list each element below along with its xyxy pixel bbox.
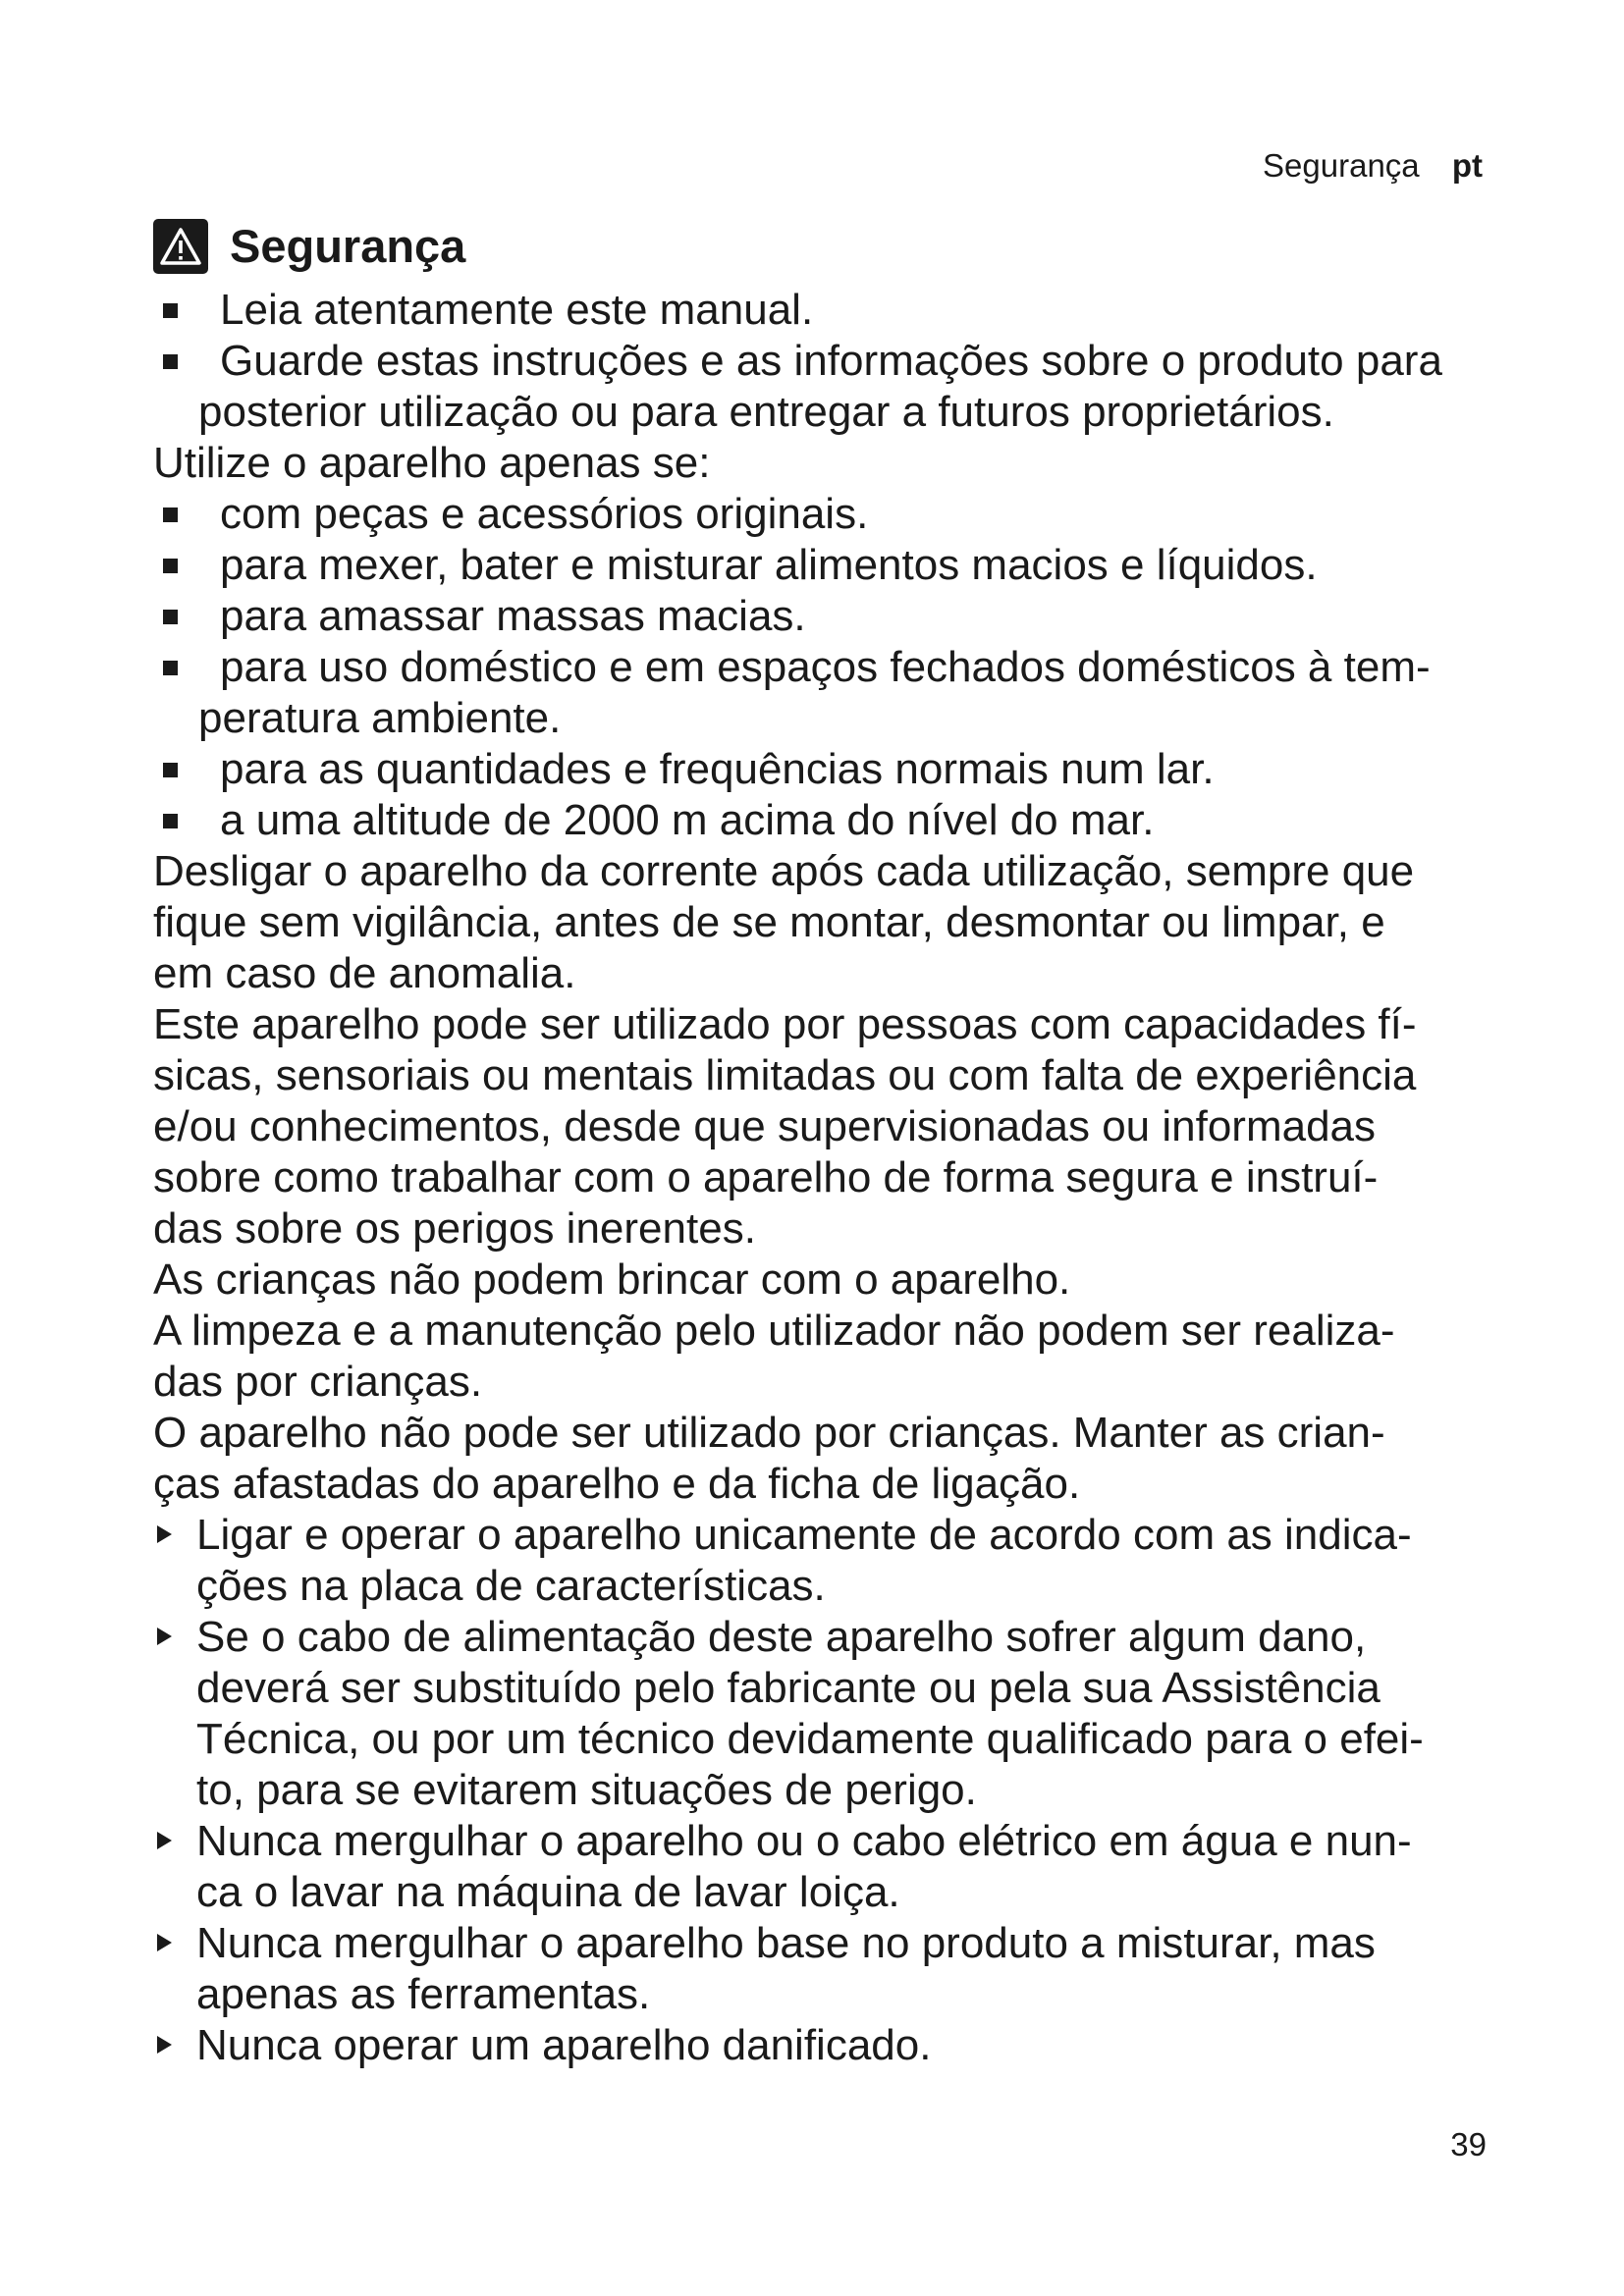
instruction-list: [153, 1510, 1528, 2071]
page-number: 39: [1450, 2126, 1487, 2163]
paragraph-cleaning: [153, 1306, 1528, 1408]
list-item-text-continued: posterior utilização ou para entregar a futuros proprietários.: [198, 388, 1334, 436]
list-item-text: para amassar massas macias.: [220, 592, 806, 640]
page-content: [153, 214, 1528, 2071]
header-language-code: pt: [1451, 147, 1483, 184]
list-item-text: para mexer, bater e misturar alimentos macios e líquidos.: [220, 541, 1318, 589]
instruction-text: deverá ser substituído pelo fabricante ou pela sua Assistência: [196, 1664, 1380, 1712]
paragraph-line: e/ou conhecimentos, desde que supervisionadas ou informadas: [153, 1102, 1377, 1150]
instruction-text: Se o cabo de alimentação deste aparelho sofrer algum dano,: [196, 1613, 1367, 1661]
paragraph-line: Desligar o aparelho da corrente após cada utilização, sempre que: [153, 847, 1415, 895]
paragraph-line: sicas, sensoriais ou mentais limitadas ou com falta de experiência: [153, 1051, 1417, 1099]
list-item-text-continued: peratura ambiente.: [198, 694, 562, 742]
instruction-item: [153, 1612, 1528, 1816]
list-item-text: Guarde estas instruções e as informações sobre o produto para: [220, 337, 1442, 385]
paragraph-children-use: [153, 1408, 1528, 1510]
instruction-text: apenas as ferramentas.: [196, 1970, 651, 2018]
instruction-item: [153, 1510, 1528, 1612]
instruction-text: ções na placa de características.: [196, 1562, 826, 1610]
list-item: [153, 591, 1528, 642]
section-title: Segurança: [230, 220, 466, 272]
paragraph-line: A limpeza e a manutenção pelo utilizador não podem ser realiza-: [153, 1307, 1395, 1355]
list-item: [153, 336, 1528, 438]
list-item: [153, 642, 1528, 744]
list-item-text: para as quantidades e frequências normais num lar.: [220, 745, 1215, 793]
list-item: [153, 795, 1528, 846]
instruction-item: [153, 1918, 1528, 2020]
section-heading: [153, 214, 1528, 279]
list-item: [153, 540, 1528, 591]
paragraph-line: das por crianças.: [153, 1358, 483, 1406]
paragraph-disconnect: [153, 846, 1528, 999]
use-intro: Utilize o aparelho apenas se:: [153, 439, 711, 487]
list-item-text: a uma altitude de 2000 m acima do nível do mar.: [220, 796, 1155, 844]
intro-bullet-list: [153, 285, 1528, 438]
paragraph-line: Este aparelho pode ser utilizado por pessoas com capacidades fí-: [153, 1000, 1417, 1048]
paragraph-line: O aparelho não pode ser utilizado por crianças. Manter as crian-: [153, 1409, 1385, 1457]
list-item: [153, 285, 1528, 336]
instruction-item: [153, 1816, 1528, 1918]
instruction-text: Técnica, ou por um técnico devidamente qualificado para o efei-: [196, 1715, 1424, 1763]
paragraph-line: em caso de anomalia.: [153, 949, 576, 997]
paragraph-line: ças afastadas do aparelho e da ficha de ligação.: [153, 1460, 1081, 1508]
instruction-item: [153, 2020, 1528, 2071]
running-header: [1263, 147, 1483, 185]
paragraph-line: fique sem vigilância, antes de se montar, desmontar ou limpar, e: [153, 898, 1385, 946]
instruction-text: Nunca operar um aparelho danificado.: [196, 2021, 932, 2069]
instruction-text: Nunca mergulhar o aparelho base no produto a misturar, mas: [196, 1919, 1376, 1967]
instruction-text: ca o lavar na máquina de lavar loiça.: [196, 1868, 900, 1916]
instruction-text: to, para se evitarem situações de perigo.: [196, 1766, 977, 1814]
list-item-text: Leia atentamente este manual.: [220, 286, 814, 334]
paragraph-children-play: [153, 1255, 1528, 1306]
paragraph-line: As crianças não podem brincar com o aparelho.: [153, 1255, 1071, 1304]
paragraph-line: das sobre os perigos inerentes.: [153, 1204, 756, 1253]
header-section-title: Segurança: [1263, 147, 1420, 184]
use-conditions-list: [153, 489, 1528, 846]
instruction-text: Ligar e operar o aparelho unicamente de acordo com as indica-: [196, 1511, 1412, 1559]
list-item-text: para uso doméstico e em espaços fechados domésticos à tem-: [220, 643, 1431, 691]
paragraph-capabilities: [153, 999, 1528, 1255]
list-item: [153, 489, 1528, 540]
warning-icon: [153, 219, 208, 274]
list-item: [153, 744, 1528, 795]
list-item-text: com peças e acessórios originais.: [220, 490, 869, 538]
paragraph-line: sobre como trabalhar com o aparelho de forma segura e instruí-: [153, 1153, 1379, 1201]
instruction-text: Nunca mergulhar o aparelho ou o cabo elétrico em água e nun-: [196, 1817, 1412, 1865]
